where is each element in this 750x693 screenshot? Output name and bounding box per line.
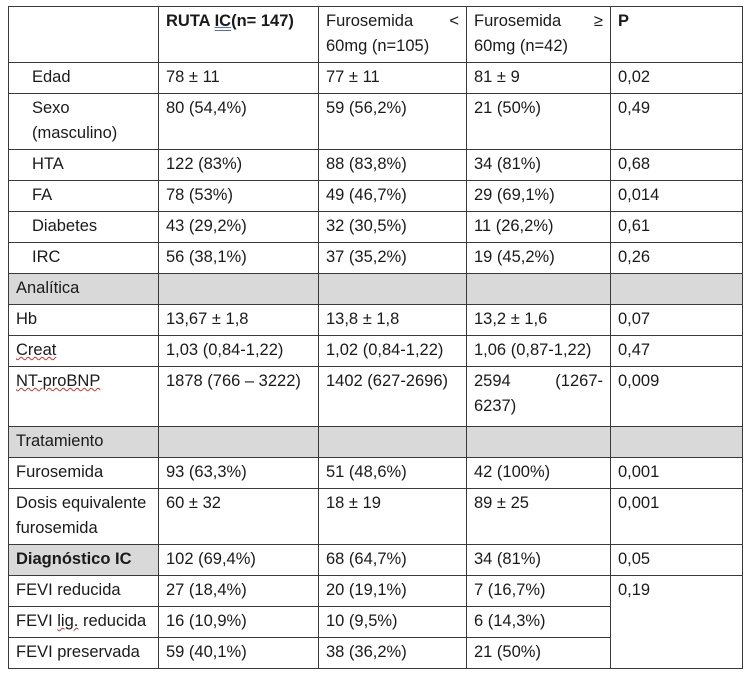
section-empty [159, 274, 319, 305]
cell-p: 0,014 [611, 181, 743, 212]
cell-low: 88 (83,8%) [319, 150, 467, 181]
header-furosemida-high: Furosemida ≥ 60mg (n=42) [467, 7, 611, 63]
table-row [9, 458, 743, 489]
cell-ruta: 60 ± 32 [159, 489, 319, 545]
section-empty [611, 274, 743, 305]
header-furosemida-low: Furosemida < 60mg (n=105) [319, 7, 467, 63]
cell-high: 1,06 (0,87-1,22) [467, 336, 611, 367]
section-empty [467, 427, 611, 458]
row-label: IRC [9, 243, 159, 274]
table-row [9, 212, 743, 243]
section-row-tratamiento [9, 427, 743, 458]
header-ruta-suffix: (n= 147) [231, 12, 294, 30]
table-row [9, 367, 743, 427]
cell-ruta: 80 (54,4%) [159, 94, 319, 150]
row-label-part: FEVI [16, 612, 58, 630]
cell-high: 81 ± 9 [467, 63, 611, 94]
results-table [8, 6, 743, 669]
header-ruta-ic-abbr: IC [214, 12, 232, 30]
cell-high: 6 (14,3%) [467, 607, 611, 638]
cell-p-empty [611, 638, 743, 669]
section-empty [467, 274, 611, 305]
row-label: FEVI preservada [9, 638, 159, 669]
section-label: Tratamiento [9, 427, 159, 458]
cell-low: 13,8 ± 1,8 [319, 305, 467, 336]
cell-ruta: 122 (83%) [159, 150, 319, 181]
cell-ruta: 93 (63,3%) [159, 458, 319, 489]
cell-high: 34 (81%) [467, 545, 611, 576]
cell-p: 0,68 [611, 150, 743, 181]
cell-p: 0,47 [611, 336, 743, 367]
cell-p: 0,26 [611, 243, 743, 274]
section-empty [611, 427, 743, 458]
cell-low: 49 (46,7%) [319, 181, 467, 212]
cell-p: 0,05 [611, 545, 743, 576]
row-label-text: NT-proBNP [16, 372, 101, 390]
cell-p-empty [611, 607, 743, 638]
row-label-text: Creat [16, 341, 57, 359]
cell-high: 21 (50%) [467, 638, 611, 669]
cell-low: 1,02 (0,84-1,22) [319, 336, 467, 367]
cell-high: 11 (26,2%) [467, 212, 611, 243]
section-empty [159, 427, 319, 458]
cell-ruta: 27 (18,4%) [159, 576, 319, 607]
cell-ruta: 1878 (766 – 3222) [159, 367, 319, 427]
cell-p: 0,02 [611, 63, 743, 94]
cell-high: 13,2 ± 1,6 [467, 305, 611, 336]
row-label [9, 336, 159, 367]
cell-ruta: 78 ± 11 [159, 63, 319, 94]
table-row [9, 181, 743, 212]
table-row [9, 305, 743, 336]
row-label: Edad [9, 63, 159, 94]
cell-low: 68 (64,7%) [319, 545, 467, 576]
header-ruta-prefix: RUTA [166, 12, 215, 30]
row-label-part: reducida [78, 612, 147, 630]
row-label [9, 607, 159, 638]
cell-ruta: 78 (53%) [159, 181, 319, 212]
cell-high: 7 (16,7%) [467, 576, 611, 607]
table-row [9, 576, 743, 607]
row-label: FA [9, 181, 159, 212]
cell-low: 38 (36,2%) [319, 638, 467, 669]
cell-low: 32 (30,5%) [319, 212, 467, 243]
section-empty [319, 427, 467, 458]
cell-low: 37 (35,2%) [319, 243, 467, 274]
row-label: Sexo (masculino) [9, 94, 159, 150]
row-label: Diagnóstico IC [9, 545, 159, 576]
cell-high: 89 ± 25 [467, 489, 611, 545]
section-empty [319, 274, 467, 305]
cell-low: 10 (9,5%) [319, 607, 467, 638]
row-label: HTA [9, 150, 159, 181]
cell-low: 77 ± 11 [319, 63, 467, 94]
table-row [9, 94, 743, 150]
table-row [9, 545, 743, 576]
header-ruta-ic [159, 7, 319, 63]
cell-p: 0,49 [611, 94, 743, 150]
header-p: P [611, 7, 743, 63]
cell-low: 20 (19,1%) [319, 576, 467, 607]
cell-p: 0,009 [611, 367, 743, 427]
header-empty-cell [9, 7, 159, 63]
table-row [9, 63, 743, 94]
cell-low: 59 (56,2%) [319, 94, 467, 150]
cell-high: 19 (45,2%) [467, 243, 611, 274]
row-label-part-lig: lig. [57, 612, 79, 630]
cell-high: 29 (69,1%) [467, 181, 611, 212]
table-row [9, 607, 743, 638]
cell-p: 0,001 [611, 458, 743, 489]
cell-p: 0,61 [611, 212, 743, 243]
cell-high: 2594 (1267-6237) [467, 367, 611, 427]
cell-p: 0,001 [611, 489, 743, 545]
row-label [9, 367, 159, 427]
section-label: Analítica [9, 274, 159, 305]
cell-low: 51 (48,6%) [319, 458, 467, 489]
cell-high: 34 (81%) [467, 150, 611, 181]
table-row [9, 243, 743, 274]
cell-ruta: 13,67 ± 1,8 [159, 305, 319, 336]
row-label: Dosis equivalente furosemida [9, 489, 159, 545]
cell-ruta: 43 (29,2%) [159, 212, 319, 243]
cell-low: 1402 (627-2696) [319, 367, 467, 427]
header-row [9, 7, 743, 63]
cell-ruta: 102 (69,4%) [159, 545, 319, 576]
cell-high: 42 (100%) [467, 458, 611, 489]
table-row [9, 336, 743, 367]
cell-ruta: 16 (10,9%) [159, 607, 319, 638]
cell-high: 21 (50%) [467, 94, 611, 150]
cell-p: 0,07 [611, 305, 743, 336]
cell-ruta: 59 (40,1%) [159, 638, 319, 669]
section-row-analitica [9, 274, 743, 305]
row-label: Furosemida [9, 458, 159, 489]
row-label: FEVI reducida [9, 576, 159, 607]
cell-p: 0,19 [611, 576, 743, 607]
table-row [9, 638, 743, 669]
row-label: Diabetes [9, 212, 159, 243]
cell-ruta: 56 (38,1%) [159, 243, 319, 274]
cell-low: 18 ± 19 [319, 489, 467, 545]
table-row [9, 489, 743, 545]
row-label: Hb [9, 305, 159, 336]
cell-ruta: 1,03 (0,84-1,22) [159, 336, 319, 367]
table-row [9, 150, 743, 181]
